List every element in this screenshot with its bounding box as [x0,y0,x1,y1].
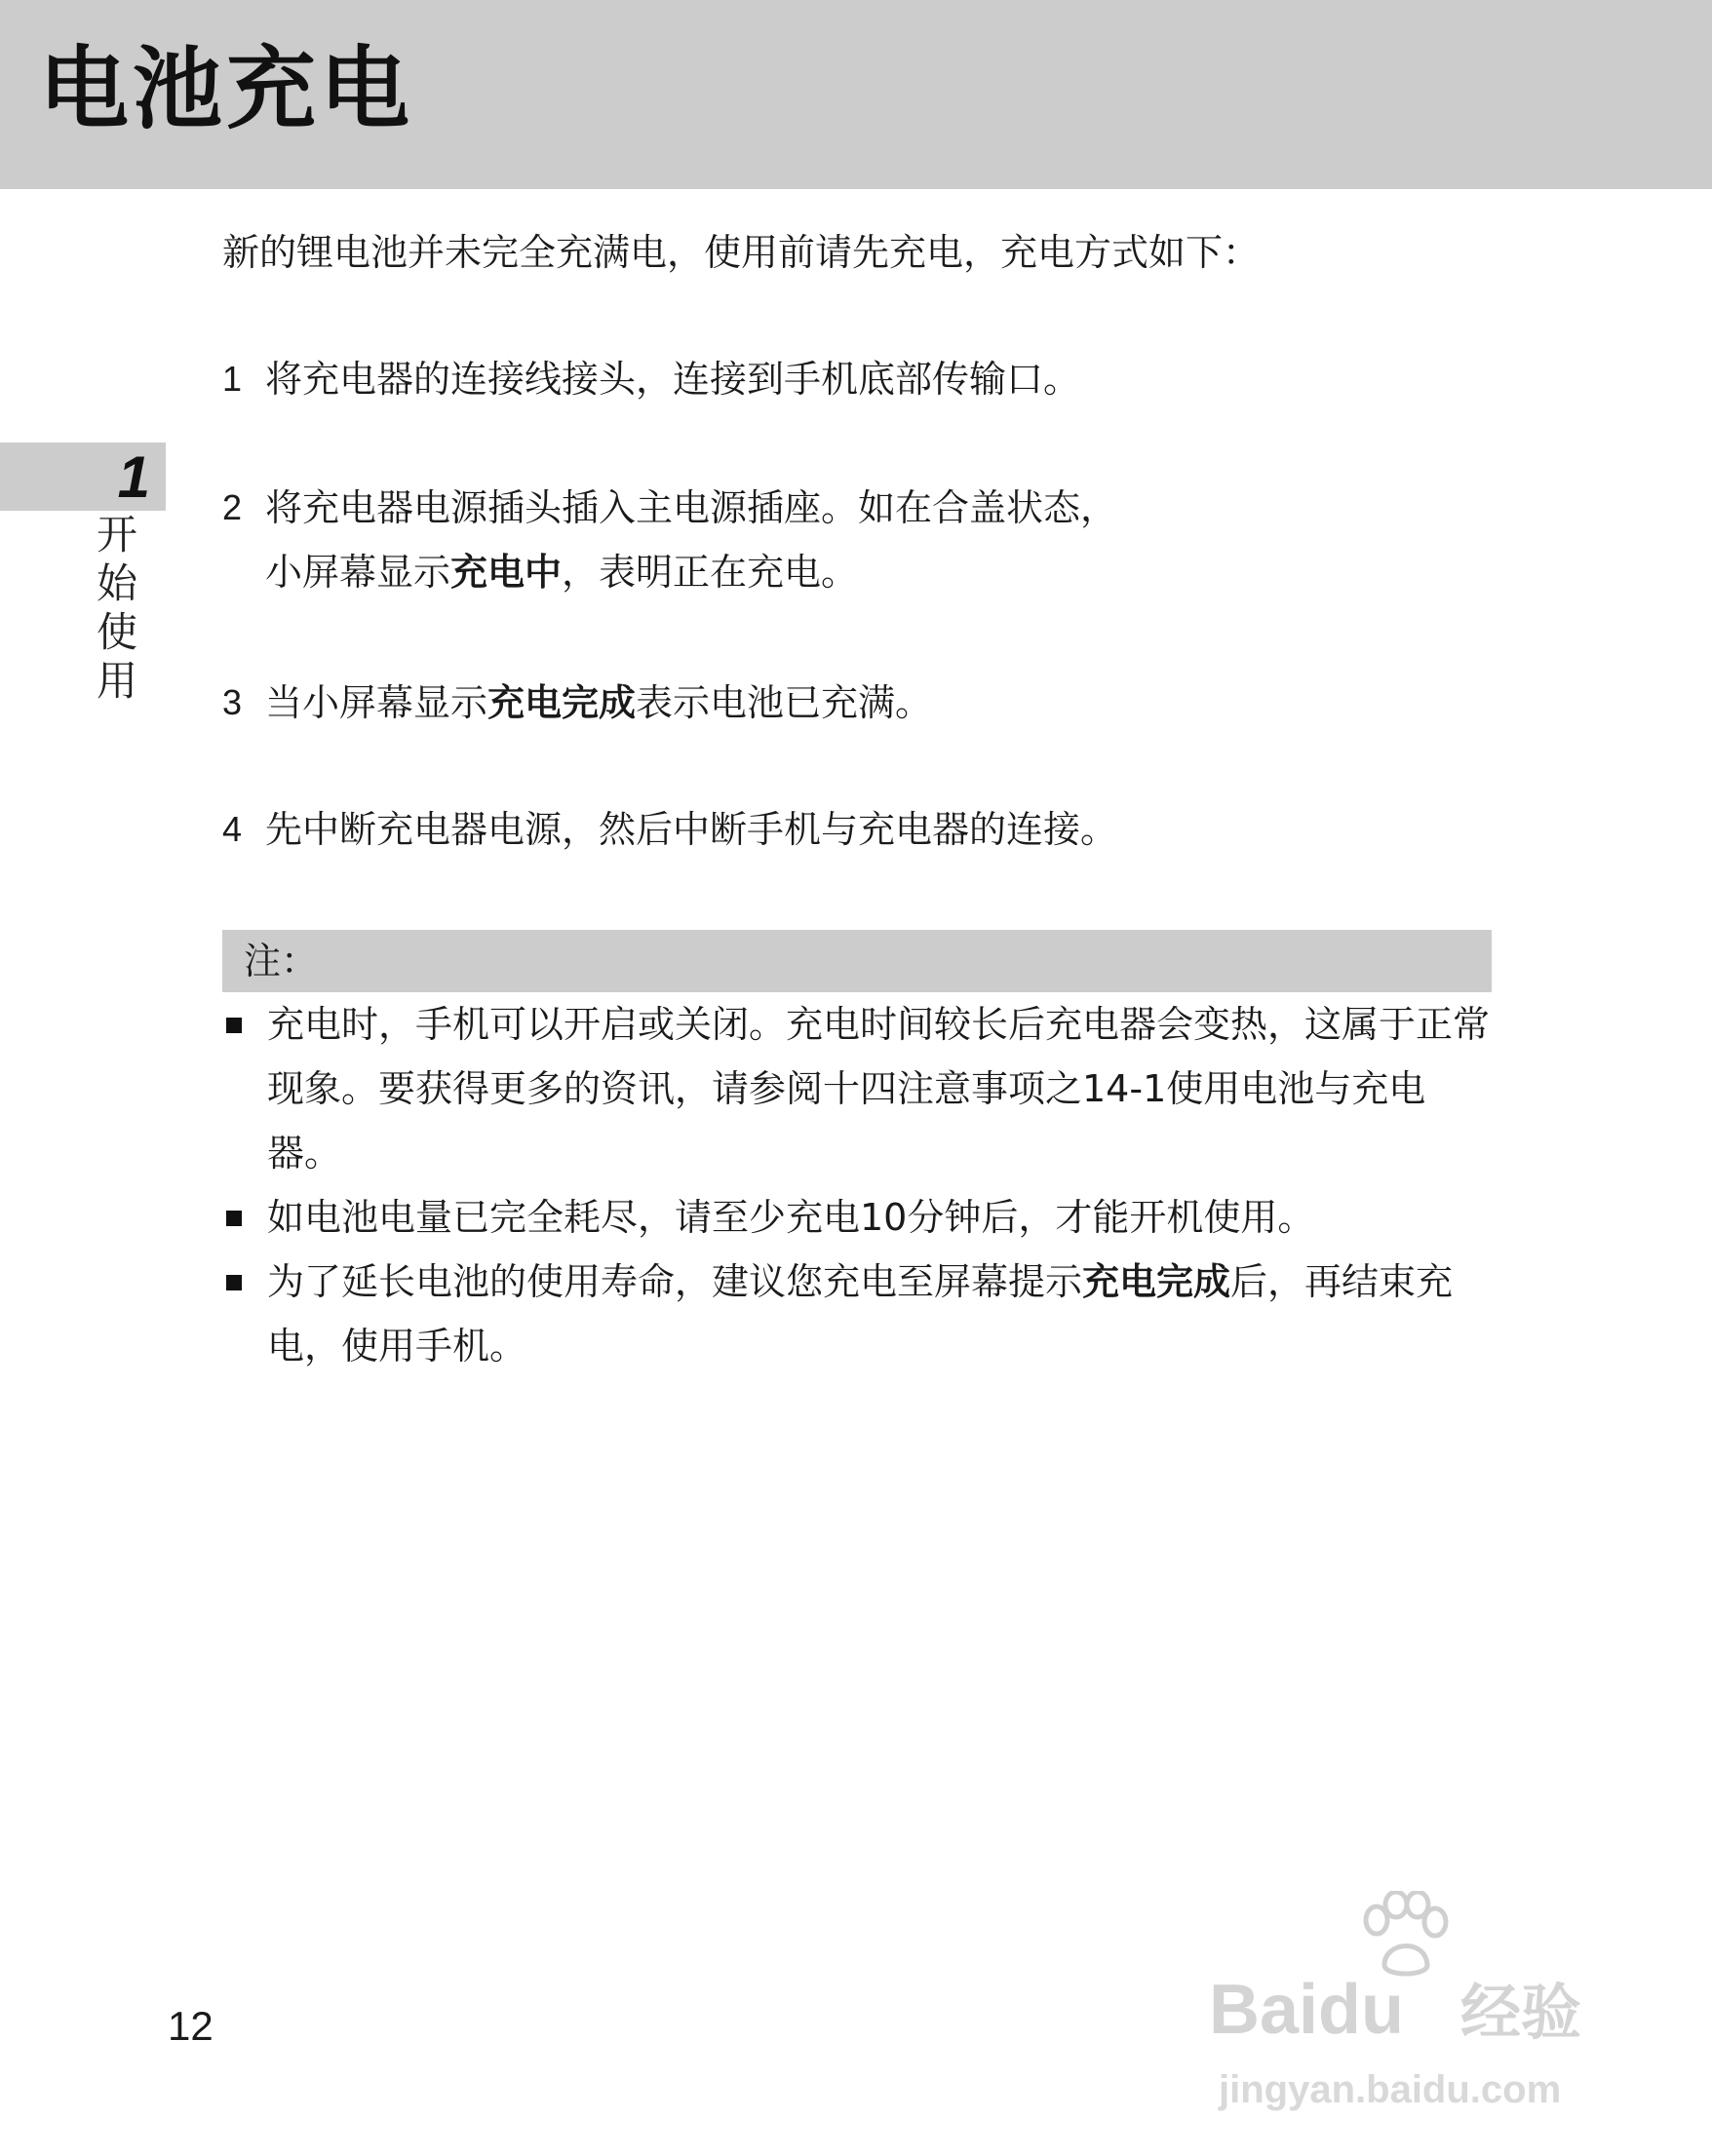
step-number: 4 [222,809,243,849]
step-line-text: 当小屏幕显示 [265,681,488,724]
square-bullet-icon [226,1018,242,1033]
note-header [222,930,1492,992]
paw-logo-icon [1355,1891,1453,1979]
step-text [265,671,932,735]
list-item-text-part: 后，再结束充电，使用手机。 [267,1260,1454,1367]
baidu-watermark [1209,1891,1618,2115]
step-line-text: ，表明正在充电。 [562,551,859,594]
step-text: 先中断充电器电源，然后中断手机与充电器的连接。 [265,808,1118,851]
step-line-text: 表示电池已充满。 [636,681,933,724]
list-item [222,992,1492,1185]
page-title: 电池充电 [39,37,414,141]
intro-paragraph: 新的锂电池并未完全充满电，使用前请先充电，充电方式如下： [222,231,1261,274]
list-item-text [267,1260,1453,1367]
step-number: 3 [222,682,243,722]
status-text-charging: 充电中 [450,551,563,594]
status-text-complete: 充电完成 [1082,1260,1231,1303]
step-number: 2 [222,487,243,527]
step-text [265,476,1117,604]
note-bullet-list [222,992,1492,1378]
list-item-text: 如电池电量已完全耗尽，请至少充电10分钟后，才能开机使用。 [267,1196,1315,1239]
square-bullet-icon [226,1275,242,1290]
step-text: 将充电器的连接线接头，连接到手机底部传输口。 [265,358,1081,401]
page-number: 12 [168,2003,214,2049]
title-bar [0,0,1712,189]
list-item-text: 充电时，手机可以开启或关闭。充电时间较长后充电器会变热，这属于正常现象。要获得更多的资讯，请参阅十四注意事项之14-1使用电池与充电器。 [267,1003,1491,1174]
square-bullet-icon [226,1211,242,1226]
chapter-name: 开始使用 [96,511,137,705]
chapter-tab [0,443,166,511]
list-item [222,1250,1492,1378]
watermark-brand-cn: 经验 [1460,1977,1582,2048]
chapter-number: 1 [117,444,150,510]
note-label: 注： [244,940,319,982]
step-line [265,540,1117,604]
list-item [222,1185,1492,1250]
step-number: 1 [222,359,243,399]
step-line: 将充电器电源插头插入主电源插座。如在合盖状态， [265,486,1118,529]
watermark-url: jingyan.baidu.com [1219,2068,1562,2111]
list-item-text-part: 为了延长电池的使用寿命，建议您充电至屏幕提示 [267,1260,1083,1303]
step-line-text: 小屏幕显示 [265,551,451,594]
watermark-brand: Baidu [1209,1971,1405,2049]
status-text-complete: 充电完成 [487,681,637,724]
